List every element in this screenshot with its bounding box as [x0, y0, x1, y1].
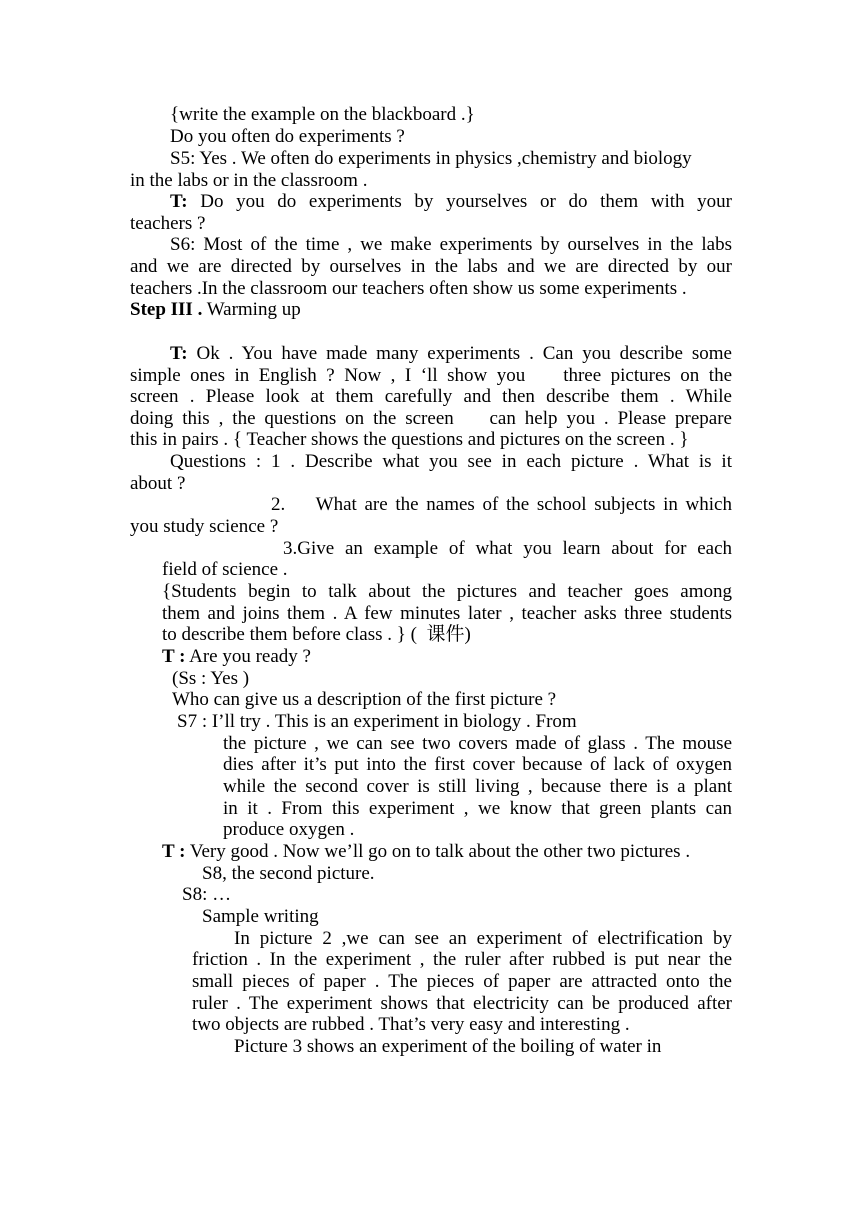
speaker-label: T : [162, 841, 186, 862]
section-heading [130, 299, 732, 321]
text-line: Sample writing [202, 906, 319, 927]
text-line: S6: Most of the time , we make experiments by ourselves in the labs [170, 234, 732, 255]
speaker-label: T: [170, 191, 188, 212]
text-span: Ok . You have made many experiments . Can you describe some [187, 343, 732, 364]
text-line: small pieces of paper . The pieces of paper are attracted onto the [192, 971, 732, 992]
text-line: {write the example on the blackboard .} [170, 104, 475, 125]
text-line: S7 : I’ll try . This is an experiment in biology . From [177, 711, 577, 732]
text-span: Do you do experiments by yourselves or do them with your [187, 191, 732, 212]
text-line: S5: Yes . We often do experiments in physics ,chemistry and biology [170, 148, 692, 169]
text-line: Who can give us a description of the first picture ? [172, 689, 557, 710]
text-line [170, 343, 732, 365]
text-line: teachers .In the classroom our teachers often show us some experiments . [130, 278, 687, 299]
text-line [162, 841, 764, 863]
speaker-label: T: [170, 343, 188, 364]
text-span: Warming up [202, 299, 301, 320]
text-line: in it . From this experiment , we know that green plants can [223, 798, 732, 819]
text-line: field of science . [162, 559, 288, 580]
text-line: to describe them before class . } ( 课件) [162, 624, 471, 645]
text-line [170, 191, 732, 213]
text-line: Picture 3 shows an experiment of the boiling of water in [234, 1036, 662, 1057]
text-line: teachers ? [130, 213, 206, 234]
text-line: S8, the second picture. [202, 863, 375, 884]
text-span: Very good . Now we’ll go on to talk about the other two pictures . [185, 841, 691, 862]
speaker-label: T : [162, 646, 186, 667]
text-line: ruler . The experiment shows that electricity can be produced after [192, 993, 732, 1014]
text-line: produce oxygen . [223, 819, 355, 840]
text-line: friction . In the experiment , the ruler after rubbed is put near the [192, 949, 732, 970]
step-label: Step III . [130, 299, 203, 320]
text-line: {Students begin to talk about the pictures and teacher goes among [162, 581, 732, 602]
text-line: (Ss : Yes ) [172, 668, 250, 689]
text-line: this in pairs . { Teacher shows the questions and pictures on the screen . } [130, 429, 689, 450]
text-line: about ? [130, 473, 186, 494]
text-line: In picture 2 ,we can see an experiment of electrification by [234, 928, 732, 949]
text-line: dies after it’s put into the first cover because of lack of oxygen [223, 754, 732, 775]
text-line [162, 646, 764, 668]
text-span: Are you ready ? [185, 646, 311, 667]
text-line: Questions : 1 . Describe what you see in each picture . What is it [170, 451, 732, 472]
text-line: 2. What are the names of the school subjects in which [271, 494, 732, 515]
text-line: doing this , the questions on the screen can help you . Please prepare [130, 408, 732, 429]
text-line: S8: … [182, 884, 232, 905]
text-line: screen . Please look at them carefully and then describe them . While [130, 386, 732, 407]
text-line: two objects are rubbed . That’s very easy and interesting . [192, 1014, 630, 1035]
text-line: while the second cover is still living , because there is a plant [223, 776, 732, 797]
text-line: you study science ? [130, 516, 279, 537]
text-line: simple ones in English ? Now , I ‘ll show you three pictures on the [130, 365, 732, 386]
text-line: 3.Give an example of what you learn about for each [283, 538, 732, 559]
text-line: the picture , we can see two covers made of glass . The mouse [223, 733, 732, 754]
text-line: Do you often do experiments ? [170, 126, 405, 147]
text-line: them and joins them . A few minutes later , teacher asks three students [162, 603, 732, 624]
text-line: in the labs or in the classroom . [130, 170, 368, 191]
text-line: and we are directed by ourselves in the labs and we are directed by our [130, 256, 732, 277]
